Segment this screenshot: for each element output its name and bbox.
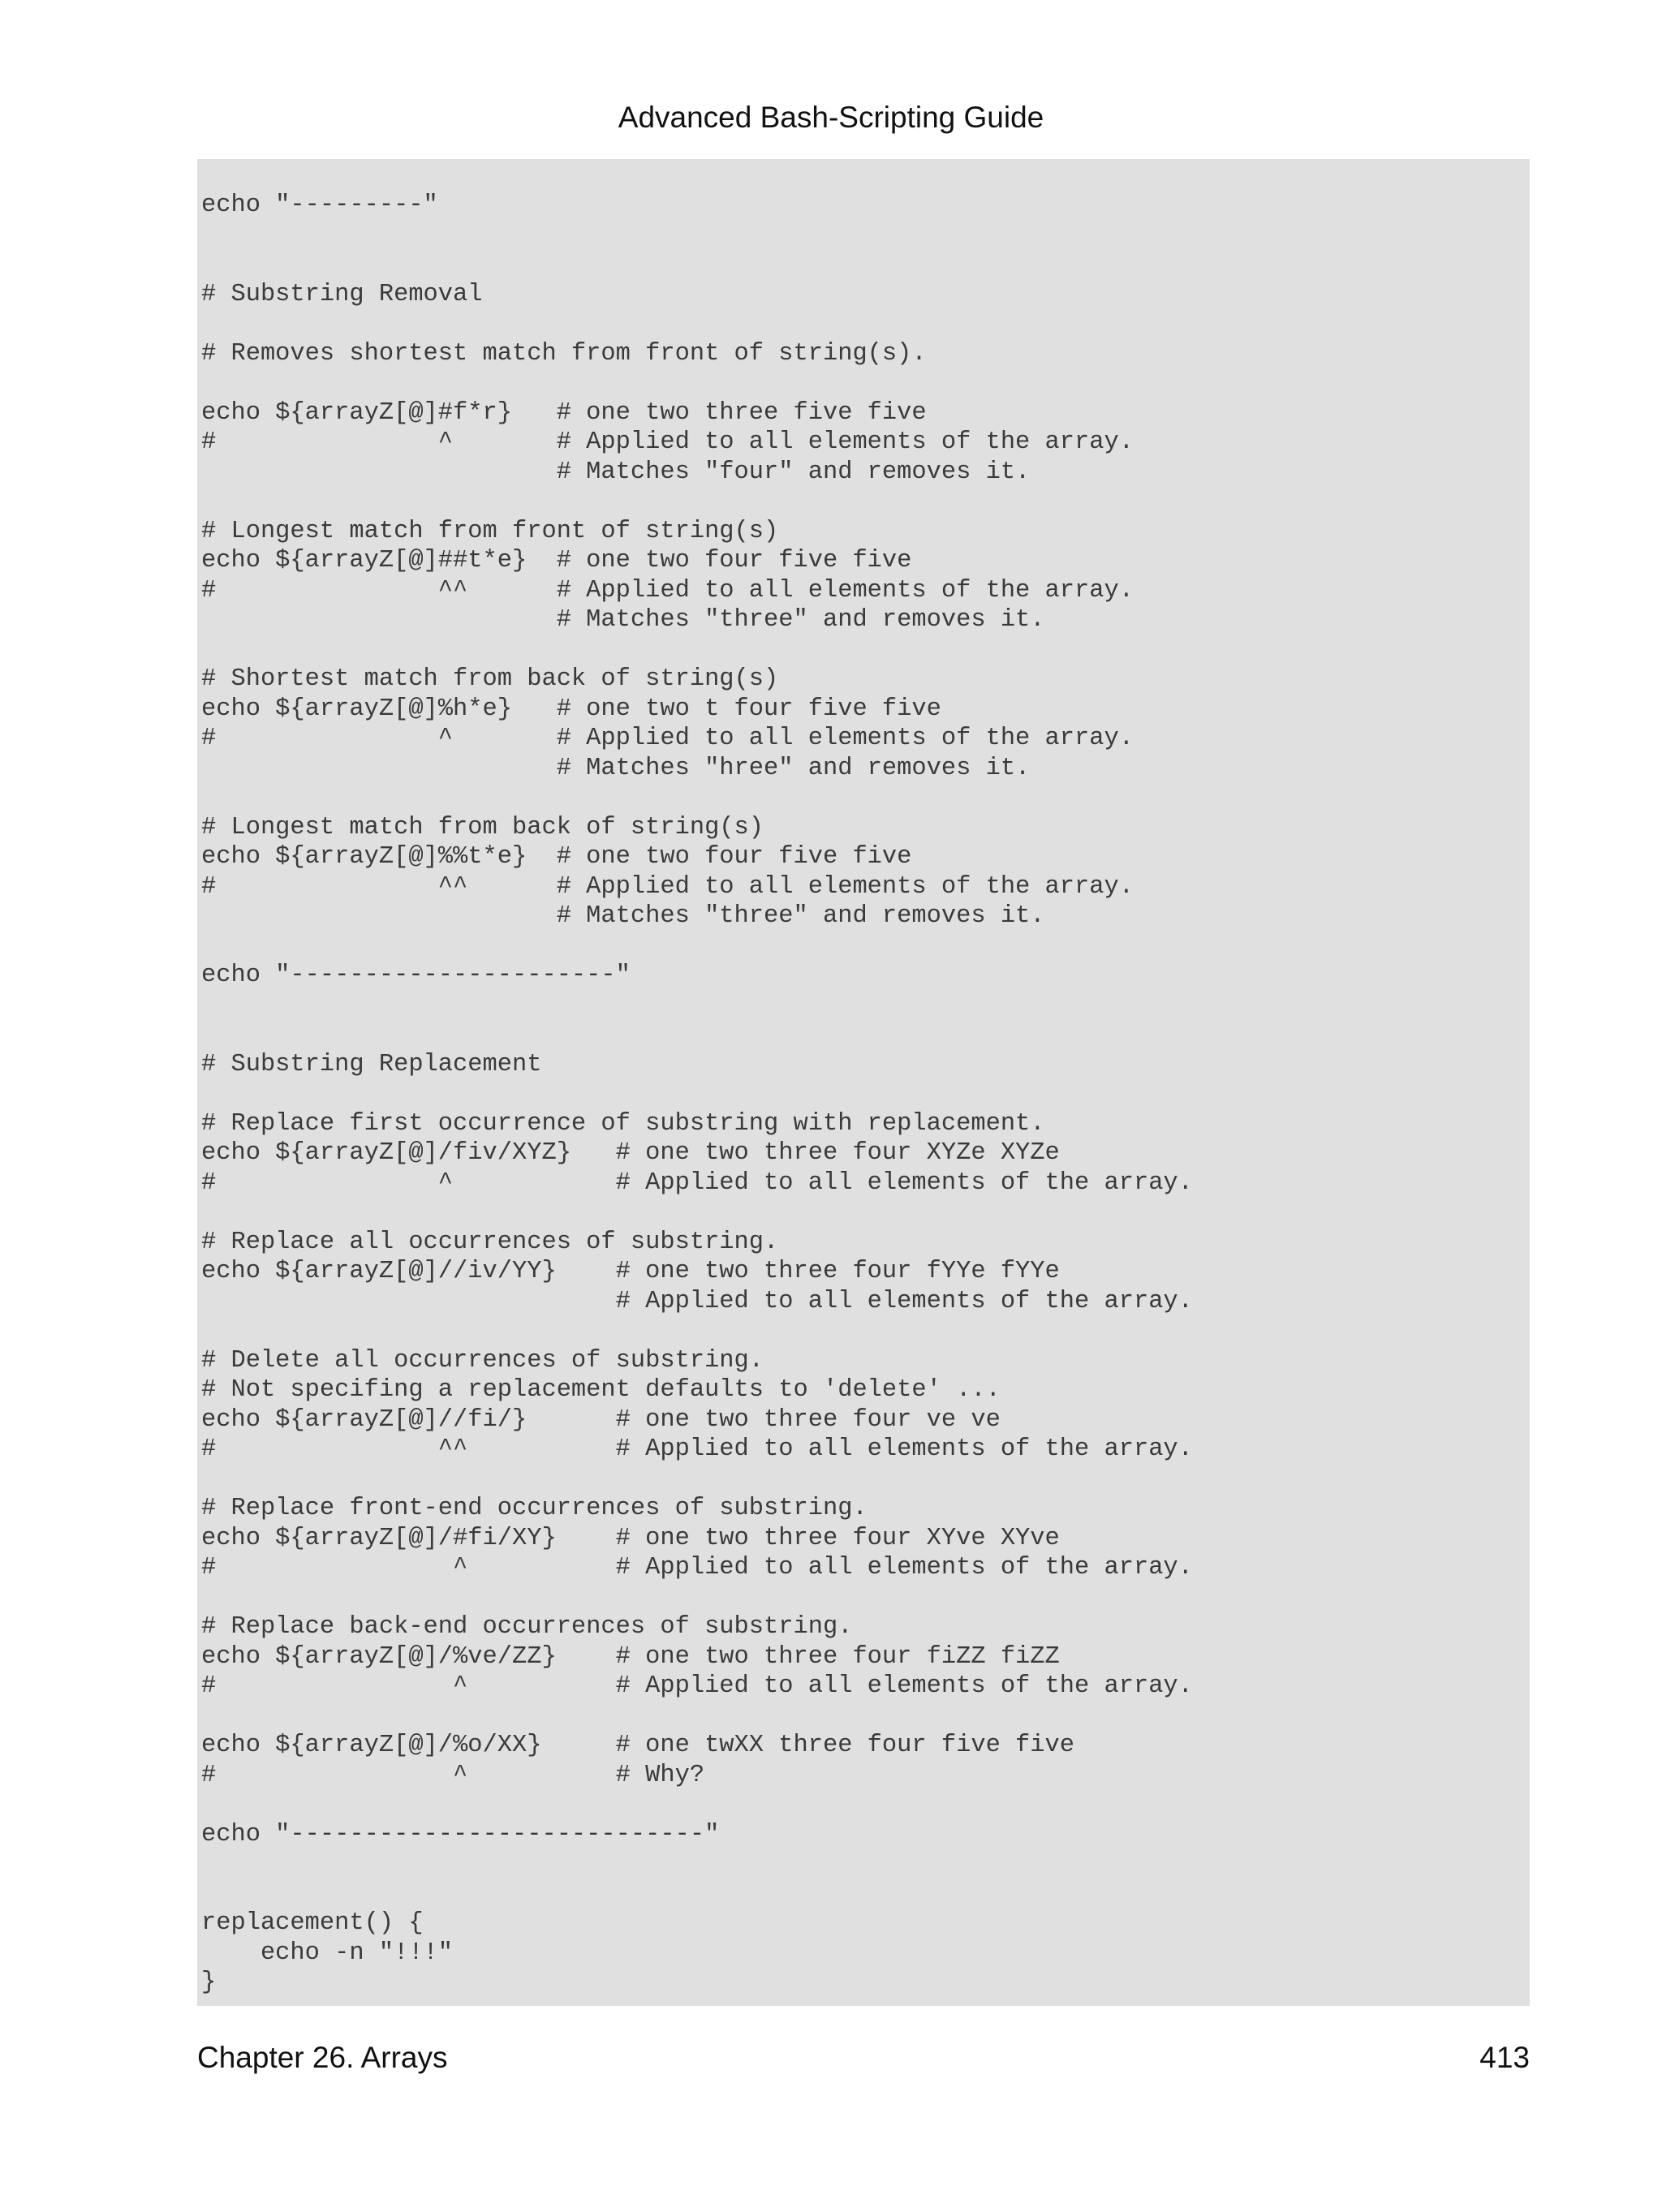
code-line: echo ${arrayZ[@]/%o/XX} # one twXX three four five five [201,1732,1075,1759]
code-line: echo "----------------------------" [201,1820,720,1848]
code-line [201,1465,1530,1495]
code-line: # Longest match from back of string(s) [201,813,764,841]
code-line: # ^ # Applied to all elements of the array. [201,1672,1193,1700]
code-line: # ^^ # Applied to all elements of the array. [201,1435,1193,1463]
code-line: # Removes shortest match from front of string(s). [201,339,927,368]
code-line: # ^ # Applied to all elements of the array. [201,725,1134,752]
code-listing [197,159,1530,2006]
code-line: echo ${arrayZ[@]/#fi/XY} # one two three four XYve XYve [201,1524,1060,1552]
code-line: echo ${arrayZ[@]##t*e} # one two four five five [201,547,912,575]
code-line: # ^ # Why? [201,1761,705,1789]
code-line: # Not specifing a replacement defaults to 'delete' ... [201,1376,1001,1404]
code-line: echo "----------------------" [201,962,631,989]
code-line [201,250,1530,280]
code-line: # Replace front-end occurrences of substring. [201,1495,868,1522]
code-line: echo ${arrayZ[@]//iv/YY} # one two three four fYYe fYYe [201,1258,1060,1285]
code-line: # Substring Replacement [201,1050,542,1078]
code-line [201,487,1530,517]
code-line [201,932,1530,962]
code-line [201,991,1530,1021]
code-line: # Delete all occurrences of substring. [201,1346,764,1375]
code-line [201,1790,1530,1820]
code-line [201,1079,1530,1109]
code-line: # ^ # Applied to all elements of the array. [201,1554,1193,1582]
code-line: echo ${arrayZ[@]//fi/} # one two three four ve ve [201,1405,1001,1434]
code-line [201,221,1530,251]
code-line: # Matches "three" and removes it. [201,902,1045,930]
code-line: echo ${arrayZ[@]/%ve/ZZ} # one two three four fiZZ fiZZ [201,1642,1060,1671]
code-line [201,368,1530,398]
code-line [201,1316,1530,1346]
code-line [201,1198,1530,1228]
code-line: # Applied to all elements of the array. [201,1287,1193,1315]
footer-page-number: 413 [1479,2041,1530,2074]
code-line [201,1879,1530,1909]
code-line: # Matches "three" and removes it. [201,606,1045,634]
footer-chapter-title: Chapter 26. Arrays [197,2041,448,2074]
code-line: echo ${arrayZ[@]%h*e} # one two t four five five [201,695,941,723]
code-line [201,1020,1530,1050]
code-line: # Replace all occurrences of substring. [201,1228,779,1256]
code-line: # ^ # Applied to all elements of the array. [201,1168,1193,1197]
code-line: echo -n "!!!" [201,1939,454,1967]
page-footer [197,2038,1530,2078]
code-line [201,1583,1530,1613]
code-line: # ^ # Applied to all elements of the array. [201,428,1134,456]
code-line: # ^^ # Applied to all elements of the array. [201,576,1134,605]
code-line: # Matches "hree" and removes it. [201,754,1031,782]
code-line: # Matches "four" and removes it. [201,458,1031,486]
code-line [201,1849,1530,1879]
code-line [201,1702,1530,1732]
code-line: # ^^ # Applied to all elements of the array. [201,872,1134,901]
code-line: echo ${arrayZ[@]#f*r} # one two three five five [201,398,927,427]
code-line [201,309,1530,339]
code-line [201,783,1530,813]
page-header-title: Advanced Bash-Scripting Guide [618,101,1044,134]
code-line: echo ${arrayZ[@]%%t*e} # one two four five five [201,843,912,871]
code-line: replacement() { [201,1909,424,1937]
code-line: # Replace first occurrence of substring with replacement. [201,1109,1045,1138]
code-line: echo ${arrayZ[@]/fiv/XYZ} # one two three four XYZe XYZe [201,1139,1060,1167]
code-line [201,635,1530,665]
code-line: # Longest match from front of string(s) [201,517,779,545]
code-line: } [201,1969,217,1996]
code-line: echo "---------" [201,192,438,219]
code-line: # Substring Removal [201,280,483,308]
code-line: # Shortest match from back of string(s) [201,665,779,693]
code-line: # Replace back-end occurrences of substring. [201,1613,853,1641]
